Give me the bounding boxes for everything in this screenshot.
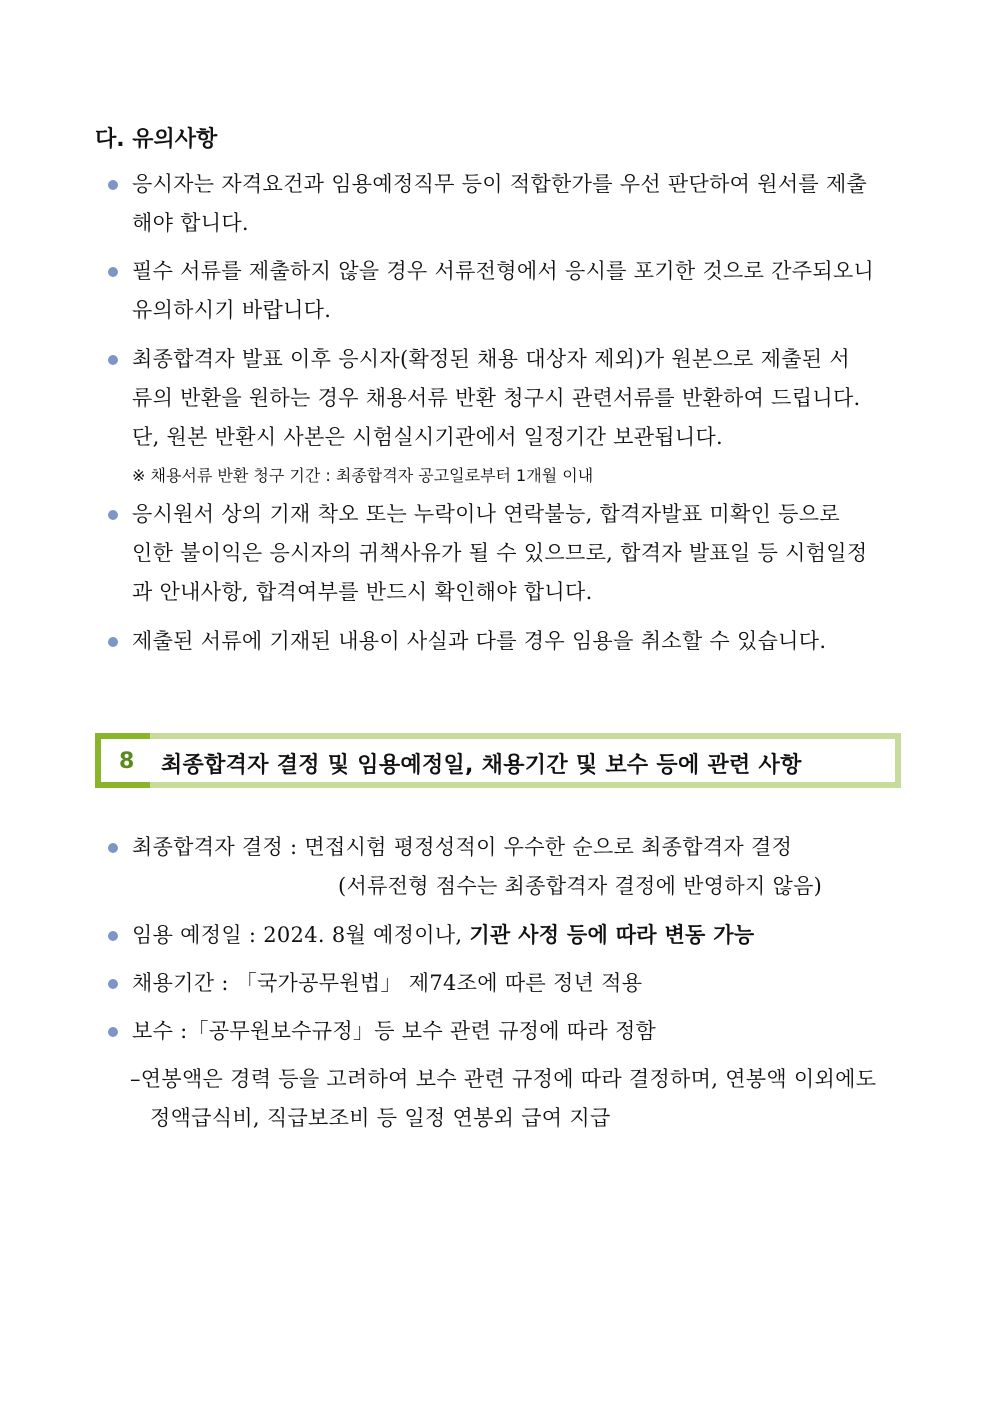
- pay-detail-line: –연봉액은 경력 등을 고려하여 보수 관련 규정에 따라 결정하며, 연봉액 이외에도: [130, 1067, 877, 1091]
- list-item: [108, 495, 898, 615]
- appointment-line: [132, 916, 754, 955]
- list-item: [108, 340, 898, 460]
- list-item-line: 단, 원본 반환시 사본은 시험실시기관에서 일정기간 보관됩니다.: [132, 425, 724, 449]
- bullet-icon: [108, 355, 118, 365]
- section-heading-cautions: 다. 유의사항: [95, 127, 218, 152]
- final-decision-note: (서류전형 점수는 최종합격자 결정에 반영하지 않음): [338, 874, 823, 898]
- section-number: 8: [119, 749, 135, 774]
- bullet-icon: [108, 979, 118, 989]
- bullet-icon: [108, 510, 118, 520]
- list-item-line: 필수 서류를 제출하지 않을 경우 서류전형에서 응시를 포기한 것으로 간주되오니: [132, 259, 875, 283]
- list-item-period: [108, 964, 898, 1004]
- bullet-icon: [108, 637, 118, 647]
- list-item-line: 최종합격자 발표 이후 응시자(확정된 채용 대상자 제외)가 원본으로 제출된 서: [132, 347, 850, 371]
- bullet-icon: [108, 931, 118, 941]
- final-decision-line: 최종합격자 결정 : 면접시험 평정성적이 우수한 순으로 최종합격자 결정: [132, 835, 793, 859]
- bullet-icon: [108, 180, 118, 190]
- list-item: [108, 165, 898, 245]
- list-item-line: 과 안내사항, 합격여부를 반드시 확인해야 합니다.: [132, 580, 593, 604]
- list-item-line: 응시원서 상의 기재 착오 또는 누락이나 연락불능, 합격자발표 미확인 등으로: [132, 502, 840, 526]
- list-item-line: 응시자는 자격요건과 임용예정직무 등이 적합한가를 우선 판단하여 원서를 제출: [132, 172, 868, 196]
- list-item-line: 인한 불이익은 응시자의 귀책사유가 될 수 있으므로, 합격자 발표일 등 시험일정: [132, 541, 868, 565]
- section-header-inner: [101, 739, 895, 782]
- list-item-line: 유의하시기 바랍니다.: [132, 298, 332, 322]
- list-item-line: 류의 반환을 원하는 경우 채용서류 반환 청구시 관련서류를 반환하여 드립니다.: [132, 386, 861, 410]
- list-item-line: 해야 합니다.: [132, 211, 249, 235]
- period-line: 채용기간 : 「국가공무원법」 제74조에 따른 정년 적용: [132, 971, 643, 995]
- appointment-emphasis: 기관 사정 등에 따라 변동 가능: [469, 923, 755, 947]
- list-item-line: 제출된 서류에 기재된 내용이 사실과 다를 경우 임용을 취소할 수 있습니다.: [132, 629, 827, 653]
- pay-detail-line: 정액급식비, 직급보조비 등 일정 연봉외 급여 지급: [150, 1106, 611, 1130]
- list-item: [108, 622, 898, 662]
- appointment-prefix: 임용 예정일 : 2024. 8월 예정이나,: [132, 923, 470, 947]
- section-title: 최종합격자 결정 및 임용예정일, 채용기간 및 보수 등에 관련 사항: [161, 753, 802, 778]
- list-item: [108, 252, 898, 332]
- list-item-pay: [108, 1012, 898, 1052]
- section-8-header: [95, 733, 901, 788]
- bullet-icon: [108, 1027, 118, 1037]
- bullet-icon: [108, 843, 118, 853]
- list-item-appointment: [108, 916, 898, 956]
- return-period-note: ※ 채용서류 반환 청구 기간 : 최종합격자 공고일로부터 1개월 이내: [132, 466, 594, 485]
- pay-line: 보수 :「공무원보수규정」등 보수 관련 규정에 따라 정함: [132, 1019, 657, 1043]
- bullet-icon: [108, 267, 118, 277]
